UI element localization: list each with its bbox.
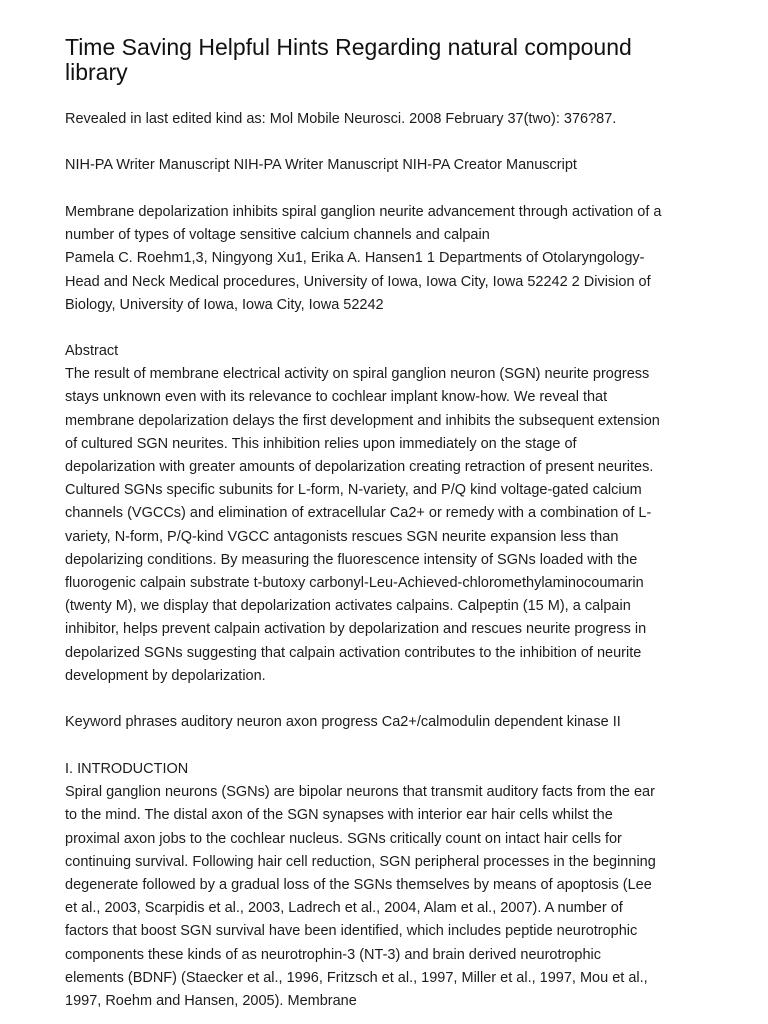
authors-line: Pamela C. Roehm1,3, Ningyong Xu1, Erika A. Hansen1 1 Departments of Otolaryngology- xyxy=(65,250,645,267)
title-line: library xyxy=(65,59,128,85)
abstract-line: depolarized SGNs suggesting that calpain activation contributes to the inhibition of neurite xyxy=(65,644,642,661)
abstract-line: fluorogenic calpain substrate t-butoxy carbonyl-Leu-Achieved-chloromethylaminocoumarin xyxy=(65,575,644,592)
abstract-line: development by depolarization. xyxy=(65,667,266,684)
article-title-line: Membrane depolarization inhibits spiral ganglion neurite advancement through activation of a xyxy=(65,204,662,220)
introduction-line: to the mind. The distal axon of the SGN synapses with interior ear hair cells whilst the xyxy=(65,807,613,824)
introduction-line: elements (BDNF) (Staecker et al., 1996, Fritzsch et al., 1997, Miller et al., 1997, Mou et al., xyxy=(65,969,648,986)
introduction-line: degenerate followed by a gradual loss of the SGNs themselves by means of apoptosis (Lee xyxy=(65,877,652,894)
abstract-section xyxy=(65,340,715,688)
title-line: Time Saving Helpful Hints Regarding natural compound xyxy=(65,34,632,60)
abstract-line: channels (VGCCs) and elimination of extracellular Ca2+ or remedy with a combination of L- xyxy=(65,505,652,522)
introduction-section xyxy=(65,758,715,1013)
introduction-line: et al., 2003, Scarpidis et al., 2003, Ladrech et al., 2004, Alam et al., 2007). A number of xyxy=(65,900,623,917)
affiliation-line: Head and Neck Medical procedures, University of Iowa, Iowa City, Iowa 52242 2 Division of xyxy=(65,273,651,290)
abstract-line: stays unknown even with its relevance to cochlear implant know-how. We reveal that xyxy=(65,389,608,406)
introduction-line: proximal axon jobs to the cochlear nucleus. SGNs critically count on intact hair cells for xyxy=(65,830,622,847)
introduction-line: continuing survival. Following hair cell reduction, SGN peripheral processes in the beginning xyxy=(65,853,656,870)
introduction-line: 1997, Roehm and Hansen, 2005). Membrane xyxy=(65,993,357,1010)
abstract-line: membrane depolarization delays the first development and inhibits the subsequent extension xyxy=(65,412,660,429)
abstract-line: inhibitor, helps prevent calpain activation by depolarization and rescues neurite progress in xyxy=(65,621,647,638)
affiliation-line: Biology, University of Iowa, Iowa City, Iowa 52242 xyxy=(65,296,384,313)
abstract-heading: Abstract xyxy=(65,343,119,359)
keywords-line: Keyword phrases auditory neuron axon progress Ca2+/calmodulin dependent kinase II xyxy=(65,714,621,730)
article-header-block xyxy=(65,201,715,317)
abstract-line: of cultured SGN neurites. This inhibition relies upon immediately on the stage of xyxy=(65,435,577,452)
introduction-line: components these kinds of as neurotrophin-3 (NT-3) and brain derived neurotrophic xyxy=(65,946,601,963)
abstract-line: The result of membrane electrical activity on spiral ganglion neuron (SGN) neurite progress xyxy=(65,366,650,383)
introduction-line: Spiral ganglion neurons (SGNs) are bipolar neurons that transmit auditory facts from the ear xyxy=(65,784,655,801)
publication-line: Revealed in last edited kind as: Mol Mobile Neurosci. 2008 February 37(two): 376?87. xyxy=(65,111,617,127)
abstract-line: depolarization with greater amounts of depolarization creating retraction of present neurites. xyxy=(65,459,654,476)
article-title-line: number of types of voltage sensitive calcium channels and calpain xyxy=(65,227,490,244)
abstract-line: (twenty M), we display that depolarization activates calpains. Calpeptin (15 M), a calpain xyxy=(65,598,631,615)
abstract-line: variety, N-form, P/Q-kind VGCC antagonists rescues SGN neurite expansion less than xyxy=(65,528,619,545)
nih-manuscript-line: NIH-PA Writer Manuscript NIH-PA Writer Manuscript NIH-PA Creator Manuscript xyxy=(65,157,577,173)
page-title xyxy=(65,35,705,85)
abstract-line: Cultured SGNs specific subunits for L-form, N-variety, and P/Q kind voltage-gated calcium xyxy=(65,482,642,499)
abstract-line: depolarizing conditions. By measuring the fluorescence intensity of SGNs loaded with the xyxy=(65,551,638,568)
introduction-line: factors that boost SGN survival have been identified, which includes peptide neurotrophic xyxy=(65,923,638,940)
introduction-heading: I. INTRODUCTION xyxy=(65,761,189,777)
